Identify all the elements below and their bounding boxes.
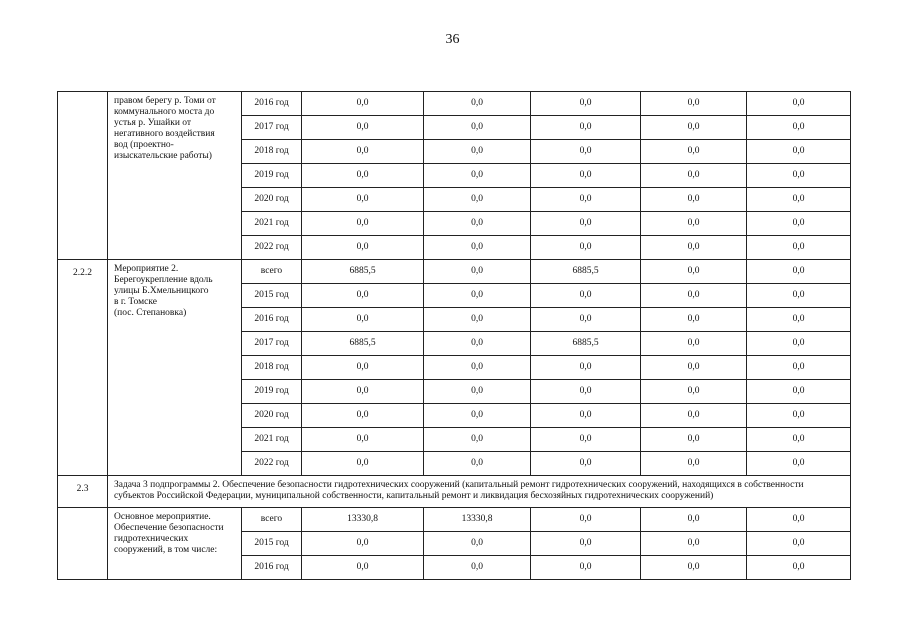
description-line: Обеспечение безопасности — [114, 523, 224, 533]
period-cell: 2018 год — [242, 356, 302, 380]
description-line: гидротехнических — [114, 534, 189, 544]
value-cell: 0,0 — [747, 452, 851, 476]
period-cell: 2021 год — [242, 428, 302, 452]
value-cell: 0,0 — [531, 284, 641, 308]
value-cell: 0,0 — [302, 188, 424, 212]
value-cell: 0,0 — [531, 380, 641, 404]
value-cell: 6885,5 — [531, 260, 641, 284]
value-cell: 0,0 — [747, 188, 851, 212]
value-cell: 13330,8 — [302, 508, 424, 532]
value-cell: 0,0 — [641, 332, 747, 356]
page-number: 36 — [445, 32, 460, 47]
period-cell: всего — [242, 508, 302, 532]
value-cell: 0,0 — [641, 260, 747, 284]
task-description: Задача 3 подпрограммы 2. Обеспечение безопасности гидротехнических сооружений (капитальный ремонт гидротехнических сооружений, находящихся в собственности субъектов Российской Федерации, муниципальной собственности, капитальный ремонт и ликвидация бесхозяйных гидротехнических сооружений) — [108, 476, 851, 508]
value-cell: 0,0 — [424, 332, 531, 356]
value-cell: 0,0 — [424, 140, 531, 164]
value-cell: 0,0 — [531, 556, 641, 580]
period-cell: 2016 год — [242, 92, 302, 116]
table-row — [58, 508, 851, 532]
value-cell: 0,0 — [747, 284, 851, 308]
value-cell: 0,0 — [424, 428, 531, 452]
period-cell: 2022 год — [242, 452, 302, 476]
description-line: Мероприятие 2. — [114, 264, 179, 274]
value-cell: 0,0 — [302, 284, 424, 308]
period-cell: всего — [242, 260, 302, 284]
value-cell: 0,0 — [531, 236, 641, 260]
value-cell: 0,0 — [424, 164, 531, 188]
value-cell: 0,0 — [302, 556, 424, 580]
period-cell: 2020 год — [242, 188, 302, 212]
value-cell: 0,0 — [302, 452, 424, 476]
value-cell: 0,0 — [531, 140, 641, 164]
value-cell: 0,0 — [641, 188, 747, 212]
value-cell: 0,0 — [531, 164, 641, 188]
value-cell: 0,0 — [641, 356, 747, 380]
value-cell: 0,0 — [424, 308, 531, 332]
description-line: негативного воздействия — [114, 129, 215, 139]
value-cell: 0,0 — [302, 404, 424, 428]
description-line: Основное мероприятие. — [114, 512, 211, 522]
value-cell: 0,0 — [302, 356, 424, 380]
value-cell: 0,0 — [531, 508, 641, 532]
value-cell: 0,0 — [747, 116, 851, 140]
value-cell: 0,0 — [531, 212, 641, 236]
value-cell: 0,0 — [747, 92, 851, 116]
value-cell: 0,0 — [747, 404, 851, 428]
value-cell: 0,0 — [747, 508, 851, 532]
value-cell: 0,0 — [302, 164, 424, 188]
value-cell: 0,0 — [531, 452, 641, 476]
value-cell: 0,0 — [531, 404, 641, 428]
description-line: коммунального моста до — [114, 107, 215, 117]
value-cell: 0,0 — [641, 532, 747, 556]
value-cell: 0,0 — [302, 116, 424, 140]
value-cell: 0,0 — [531, 188, 641, 212]
value-cell: 0,0 — [424, 212, 531, 236]
table-body — [58, 92, 851, 580]
description-line: (пос. Степановка) — [114, 308, 187, 318]
value-cell: 0,0 — [641, 236, 747, 260]
value-cell: 6885,5 — [302, 260, 424, 284]
value-cell: 0,0 — [424, 380, 531, 404]
value-cell: 0,0 — [747, 428, 851, 452]
period-cell: 2015 год — [242, 532, 302, 556]
description-line: устья р. Ушайки от — [114, 118, 192, 128]
description-line: правом берегу р. Томи от — [114, 96, 216, 106]
period-cell: 2016 год — [242, 556, 302, 580]
value-cell: 0,0 — [302, 140, 424, 164]
value-cell: 0,0 — [641, 92, 747, 116]
value-cell: 0,0 — [531, 92, 641, 116]
description-line: Берегоукрепление вдоль — [114, 275, 213, 285]
description-line: вод (проектно- — [114, 140, 174, 150]
value-cell: 0,0 — [531, 116, 641, 140]
period-cell: 2019 год — [242, 380, 302, 404]
value-cell: 0,0 — [424, 452, 531, 476]
value-cell: 0,0 — [641, 404, 747, 428]
description-line: в г. Томске — [114, 297, 157, 307]
value-cell: 0,0 — [641, 164, 747, 188]
value-cell: 0,0 — [641, 508, 747, 532]
value-cell: 0,0 — [302, 532, 424, 556]
value-cell: 0,0 — [424, 404, 531, 428]
value-cell: 0,0 — [424, 116, 531, 140]
value-cell: 0,0 — [424, 236, 531, 260]
value-cell: 0,0 — [531, 308, 641, 332]
value-cell: 0,0 — [747, 260, 851, 284]
value-cell: 0,0 — [424, 532, 531, 556]
value-cell: 0,0 — [747, 380, 851, 404]
value-cell: 0,0 — [424, 260, 531, 284]
period-cell: 2020 год — [242, 404, 302, 428]
value-cell: 0,0 — [424, 356, 531, 380]
activity-description — [108, 508, 242, 580]
value-cell: 0,0 — [747, 236, 851, 260]
value-cell: 0,0 — [424, 188, 531, 212]
value-cell: 0,0 — [641, 140, 747, 164]
value-cell: 0,0 — [641, 452, 747, 476]
value-cell: 0,0 — [302, 212, 424, 236]
period-cell: 2017 год — [242, 116, 302, 140]
value-cell: 0,0 — [641, 212, 747, 236]
period-cell: 2022 год — [242, 236, 302, 260]
value-cell: 13330,8 — [424, 508, 531, 532]
period-cell: 2015 год — [242, 284, 302, 308]
row-index: 2.2.2 — [58, 260, 108, 476]
value-cell: 0,0 — [747, 164, 851, 188]
description-line: сооружений, в том числе: — [114, 545, 218, 555]
description-line: изыскательские работы) — [114, 151, 212, 161]
table-row — [58, 92, 851, 116]
value-cell: 0,0 — [747, 356, 851, 380]
value-cell: 0,0 — [747, 532, 851, 556]
value-cell: 0,0 — [302, 308, 424, 332]
value-cell: 0,0 — [424, 556, 531, 580]
period-cell: 2019 год — [242, 164, 302, 188]
value-cell: 0,0 — [302, 92, 424, 116]
period-cell: 2016 год — [242, 308, 302, 332]
budget-table — [57, 91, 851, 580]
value-cell: 0,0 — [641, 556, 747, 580]
row-index — [58, 508, 108, 580]
value-cell: 0,0 — [747, 556, 851, 580]
value-cell: 0,0 — [424, 284, 531, 308]
value-cell: 0,0 — [302, 236, 424, 260]
value-cell: 0,0 — [302, 428, 424, 452]
activity-description — [108, 260, 242, 476]
value-cell: 0,0 — [641, 380, 747, 404]
value-cell: 0,0 — [531, 428, 641, 452]
value-cell: 0,0 — [531, 356, 641, 380]
row-index — [58, 92, 108, 260]
value-cell: 0,0 — [747, 140, 851, 164]
value-cell: 0,0 — [531, 532, 641, 556]
task-row — [58, 476, 851, 508]
value-cell: 0,0 — [641, 116, 747, 140]
value-cell: 6885,5 — [531, 332, 641, 356]
activity-description — [108, 92, 242, 260]
task-index: 2.3 — [58, 476, 108, 508]
description-line: улицы Б.Хмельницкого — [114, 286, 209, 296]
period-cell: 2017 год — [242, 332, 302, 356]
value-cell: 0,0 — [747, 212, 851, 236]
value-cell: 0,0 — [641, 284, 747, 308]
value-cell: 0,0 — [641, 428, 747, 452]
value-cell: 0,0 — [302, 380, 424, 404]
value-cell: 0,0 — [747, 308, 851, 332]
value-cell: 0,0 — [641, 308, 747, 332]
period-cell: 2018 год — [242, 140, 302, 164]
value-cell: 0,0 — [424, 92, 531, 116]
value-cell: 6885,5 — [302, 332, 424, 356]
value-cell: 0,0 — [747, 332, 851, 356]
table-row — [58, 260, 851, 284]
period-cell: 2021 год — [242, 212, 302, 236]
